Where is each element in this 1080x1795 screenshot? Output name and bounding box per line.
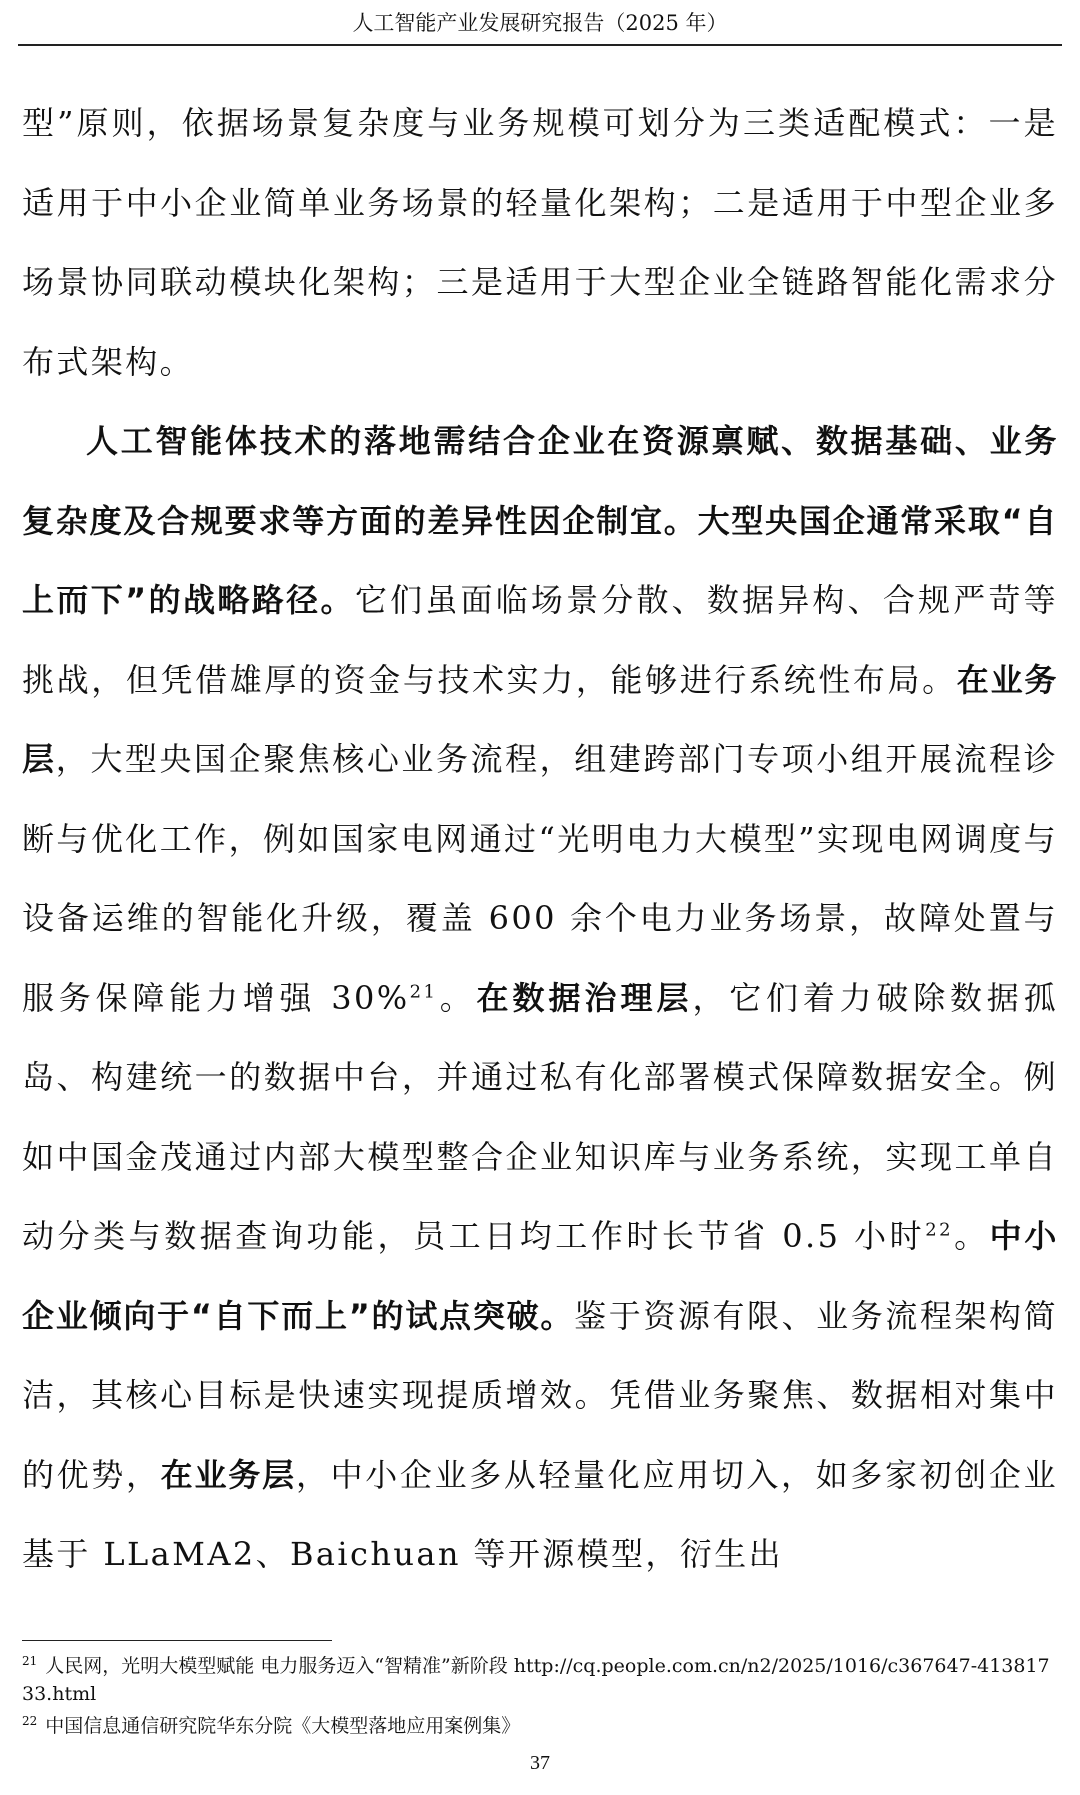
footnote-22 [22,1712,1058,1740]
header-divider [18,44,1062,46]
footnote-text: 人民网，光明大模型赋能 电力服务迈入“智精准”新阶段 http://cq.people.com.cn/n2/2025/1016/c367647-41381733.html [22,1655,1050,1705]
footnote-21 [22,1652,1058,1708]
paragraph-2 [22,402,1058,1595]
bold-sme-sentence: 中小企业倾向于“自下而上”的试点突破。 [22,1217,1058,1335]
footnote-number: 22 [22,1713,38,1728]
footnote-ref-22: 22 [925,1219,953,1241]
text-run: ，它们着力破除数据孤岛、构建统一的数据中台，并通过私有化部署模式保障数据安全。例如中国金茂通过内部大模型整合企业知识库与业务系统，实现工单自动分类与数据查询功能，员工日均工作时长节省 0.5 小时 [22,978,1058,1255]
text-run: 。 [952,1217,990,1255]
footnote-divider [22,1640,332,1641]
page-number: 37 [530,1752,550,1774]
text-run: ，大型央国企聚焦核心业务流程，组建跨部门专项小组开展流程诊断与优化工作，例如国家电网通过“光明电力大模型”实现电网调度与设备运维的智能化升级，覆盖 600 余个电力业务场景，故障处置与服务保障能力增强 30% [22,740,1058,1017]
paragraph-1: 型”原则，依据场景复杂度与业务规模可划分为三类适配模式：一是适用于中小企业简单业务场景的轻量化架构；二是适用于中型企业多场景协同联动模块化架构；三是适用于大型企业全链路智能化需求分布式架构。 [22,104,1058,381]
bold-data-governance-layer: 在数据治理层 [476,978,693,1017]
text-run: 它们虽面临场景分散、数据异构、合规严苛等挑战，但凭借雄厚的资金与技术实力，能够进行系统性布局。 [22,581,1058,699]
footnotes [22,1652,1058,1744]
main-text [22,84,1058,1595]
text-run: 鉴于资源有限、业务流程架构简洁，其核心目标是快速实现提质增效。凭借业务聚焦、数据相对集中的优势， [22,1296,1058,1494]
running-header: 人工智能产业发展研究报告（2025 年） [352,11,728,35]
bold-lead-sentence: 人工智能体技术的落地需结合企业在资源禀赋、数据基础、业务复杂度及合规要求等方面的差异性因企制宜。大型央国企通常采取“自上而下”的战略路径。 [22,422,1058,619]
footnote-ref-21: 21 [409,980,438,1002]
text-run: ，中小企业多从轻量化应用切入，如多家初创企业基于 LLaMA2、Baichuan 等开源模型，衍生出 [22,1455,1058,1573]
text-run: 。 [437,978,477,1017]
bold-business-layer: 在业务层 [22,660,1058,778]
bold-business-layer-2: 在业务层 [160,1455,296,1494]
footnote-text: 中国信息通信研究院华东分院《大模型落地应用案例集》 [45,1715,521,1737]
footnote-number: 21 [22,1653,38,1668]
